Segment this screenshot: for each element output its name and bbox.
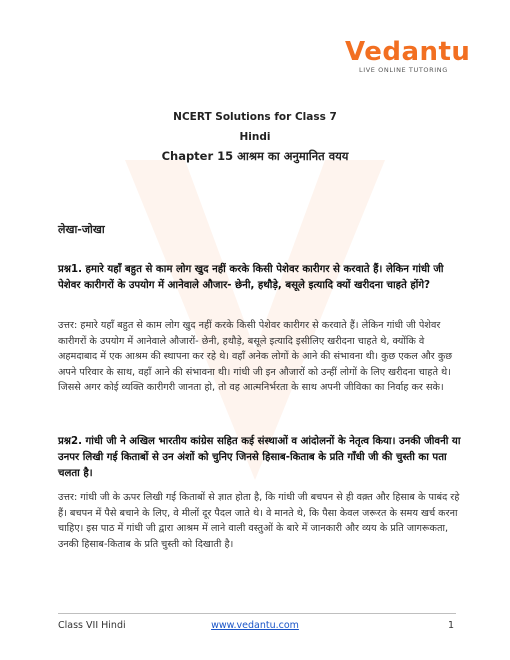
vedantu-logo (345, 38, 485, 78)
section-heading: लेखा-जोखा (58, 223, 105, 236)
answer-1: उत्तर: हमारे यहाँ बहुत से काम लोग खुद नहीं करके किसी पेशेवर कारीगर से करवाते हैं। लेकिन गांधी जी पेशेवर कारीगरों के उपयोग में आनेवाले औजारों- छेनी, हथौड़े, बसूले इत्यादि इसीलिए खरीदना चाहते थे, क्योंकि वे अहमदाबाद में एक आश्रम की स्थापना कर रहे थे। वहाँ अनेक लोगों के आने की संभावना थी। कुछ एकल और कुछ अपने परिवार के साथ, वहाँ आने की संभावना थी। गांधी जी इन औजारों को उन्हीं लोगों के लिए खरीदना चाहते थे। जिससे अगर कोई व्यक्ति कारीगरी जानता हो, तो वह आत्मनिर्भरता के साथ अपनी जीविका का निर्वाह कर सके। (58, 320, 453, 393)
page-number: 1 (447, 620, 454, 631)
doc-title: NCERT Solutions for Class 7 (173, 111, 337, 123)
question-2: प्रश्न2. गांधी जी ने अखिल भारतीय कांग्रेस सहित कई संस्थाओं व आंदोलनों के नेतृत्व किया। उनकी जीवनी या उनपर लिखी गई किताबों से उन अंशों को चुनिए जिनसे हिसाब-किताब के प्रति गाँधी जी की चुस्ती का पता चलता है। (58, 436, 461, 479)
logo-tagline: LIVE ONLINE TUTORING (359, 66, 448, 74)
footer-divider (58, 613, 456, 614)
footer-class: Class VII Hindi (58, 620, 126, 631)
logo-wordmark: Vedantu (345, 37, 471, 67)
question-1: प्रश्न1. हमारे यहाँ बहुत से काम लोग खुद नहीं करके किसी पेशेवर कारीगर से करवाते हैं। लेकिन गांधी जी पेशेवर कारीगरों के उपयोग में आनेवाले औजार- छेनी, हथौड़े, बसूले इत्यादि क्यों खरीदना चाहते होंगे? (58, 264, 444, 291)
doc-chapter: Chapter 15 आश्रम का अनुमानित वयय (161, 149, 349, 163)
answer-2: उत्तर: गांधी जी के ऊपर लिखी गई किताबों से ज्ञात होता है, कि गांधी जी बचपन से ही वक़्त और हिसाब के पाबंद रहे हैं। बचपन में पैसे बचाने के लिए, वे मीलों दूर पैदल जाते थे। वे मानते थे, कि पैसा केवल जरूरत के समय खर्च करना चाहिए। इस पाठ में गांधी जी द्वारा आश्रम में लाने वाली वस्तुओं के बारे में जानकारी और व्यय के प्रति जागरूकता, उनकी हिसाब-किताब के प्रति चुस्ती को दिखाती है। (58, 492, 460, 550)
doc-subject: Hindi (239, 131, 271, 143)
footer-website-link[interactable]: www.vedantu.com (211, 620, 299, 631)
